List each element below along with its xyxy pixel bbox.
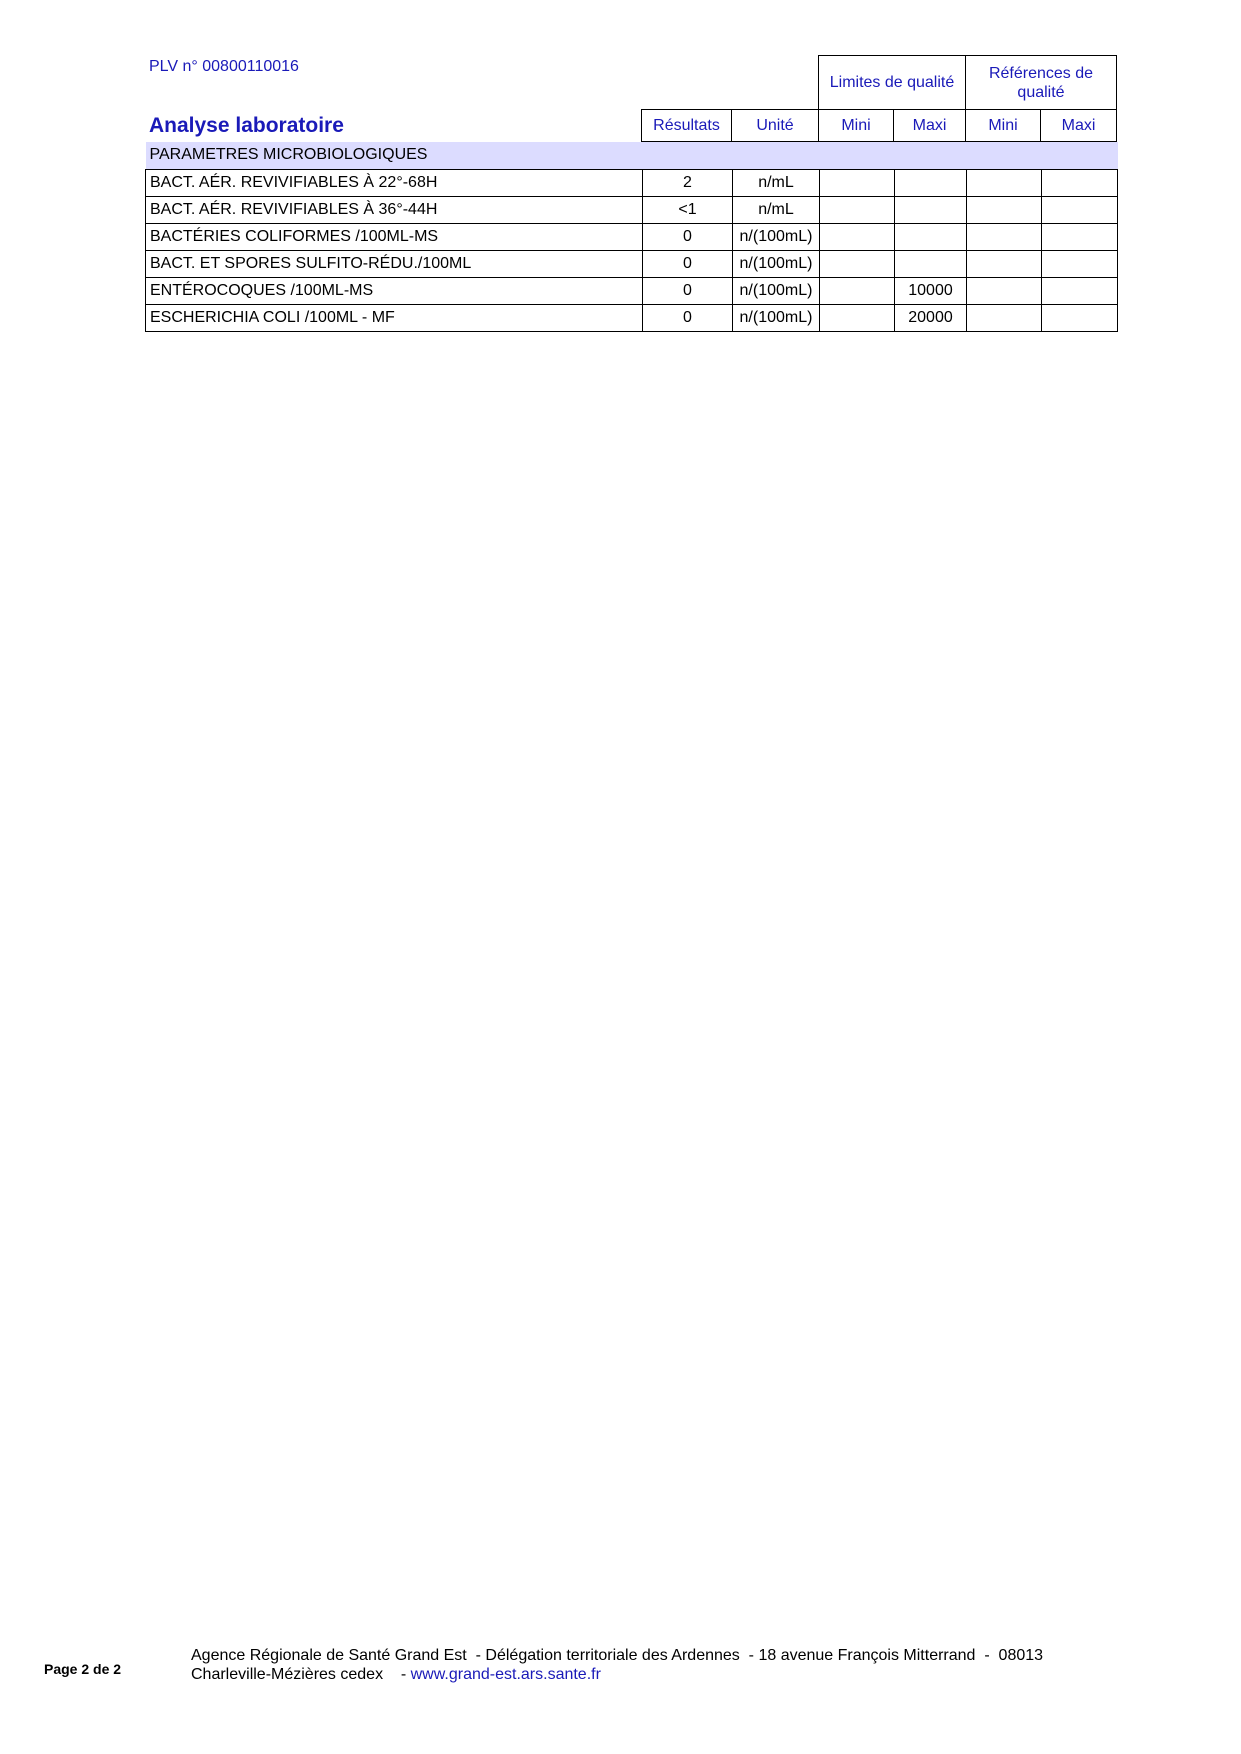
header-limite-maxi: Maxi bbox=[893, 109, 966, 142]
table-row bbox=[146, 277, 1118, 304]
limit-max bbox=[895, 223, 967, 250]
header-reference-maxi: Maxi bbox=[1040, 109, 1117, 142]
table-row bbox=[146, 304, 1118, 331]
reference-max bbox=[1042, 277, 1118, 304]
page-title: Analyse laboratoire bbox=[149, 114, 344, 137]
parameter-name: BACTÉRIES COLIFORMES /100ML-MS bbox=[146, 223, 643, 250]
limit-min bbox=[820, 304, 895, 331]
section-label: PARAMETRES MICROBIOLOGIQUES bbox=[146, 142, 1118, 169]
unit-value: n/(100mL) bbox=[733, 277, 820, 304]
header-unite: Unité bbox=[731, 109, 819, 142]
unit-value: n/(100mL) bbox=[733, 223, 820, 250]
results-table bbox=[145, 142, 1118, 332]
reference-min bbox=[967, 223, 1042, 250]
table-row bbox=[146, 250, 1118, 277]
header-limites-qualite: Limites de qualité bbox=[818, 55, 966, 110]
header-reference-mini: Mini bbox=[965, 109, 1041, 142]
reference-min bbox=[967, 196, 1042, 223]
reference-min bbox=[967, 250, 1042, 277]
result-value: 0 bbox=[643, 277, 733, 304]
unit-value: n/(100mL) bbox=[733, 250, 820, 277]
unit-value: n/(100mL) bbox=[733, 304, 820, 331]
parameter-name: BACT. ET SPORES SULFITO-RÉDU./100ML bbox=[146, 250, 643, 277]
limit-min bbox=[820, 223, 895, 250]
limit-max bbox=[895, 169, 967, 196]
result-value: 0 bbox=[643, 304, 733, 331]
limit-max bbox=[895, 196, 967, 223]
result-value: <1 bbox=[643, 196, 733, 223]
header-resultats: Résultats bbox=[641, 109, 732, 142]
footer bbox=[191, 1646, 1043, 1684]
result-value: 0 bbox=[643, 223, 733, 250]
parameter-name: BACT. AÉR. REVIVIFIABLES À 22°-68H bbox=[146, 169, 643, 196]
header-limite-mini: Mini bbox=[818, 109, 894, 142]
page-number: Page 2 de 2 bbox=[44, 1661, 122, 1677]
result-value: 0 bbox=[643, 250, 733, 277]
unit-value: n/mL bbox=[733, 196, 820, 223]
parameter-name: ENTÉROCOQUES /100ML-MS bbox=[146, 277, 643, 304]
limit-min bbox=[820, 196, 895, 223]
limit-max bbox=[895, 250, 967, 277]
reference-max bbox=[1042, 304, 1118, 331]
website-link[interactable]: www.grand-est.ars.sante.fr bbox=[410, 1666, 601, 1683]
parameter-name: ESCHERICHIA COLI /100ML - MF bbox=[146, 304, 643, 331]
table-row bbox=[146, 223, 1118, 250]
reference-max bbox=[1042, 196, 1118, 223]
footer-city-line bbox=[191, 1665, 1043, 1684]
reference-max bbox=[1042, 223, 1118, 250]
result-value: 2 bbox=[643, 169, 733, 196]
reference-min bbox=[967, 304, 1042, 331]
limit-min bbox=[820, 250, 895, 277]
unit-value: n/mL bbox=[733, 169, 820, 196]
limit-min bbox=[820, 169, 895, 196]
plv-number: PLV n° 00800110016 bbox=[149, 58, 299, 75]
header-references-qualite: Références de qualité bbox=[965, 55, 1117, 110]
limit-max: 20000 bbox=[895, 304, 967, 331]
table-row bbox=[146, 169, 1118, 196]
reference-max bbox=[1042, 169, 1118, 196]
reference-min bbox=[967, 277, 1042, 304]
footer-city: Charleville-Mézières cedex - bbox=[191, 1666, 411, 1683]
footer-address-line: Agence Régionale de Santé Grand Est - Délégation territoriale des Ardennes - 18 avenue François Mitterrand - 08013 bbox=[191, 1647, 1044, 1664]
table-row bbox=[146, 196, 1118, 223]
parameter-name: BACT. AÉR. REVIVIFIABLES À 36°-44H bbox=[146, 196, 643, 223]
section-row bbox=[146, 142, 1118, 169]
reference-min bbox=[967, 169, 1042, 196]
reference-max bbox=[1042, 250, 1118, 277]
limit-min bbox=[820, 277, 895, 304]
limit-max: 10000 bbox=[895, 277, 967, 304]
